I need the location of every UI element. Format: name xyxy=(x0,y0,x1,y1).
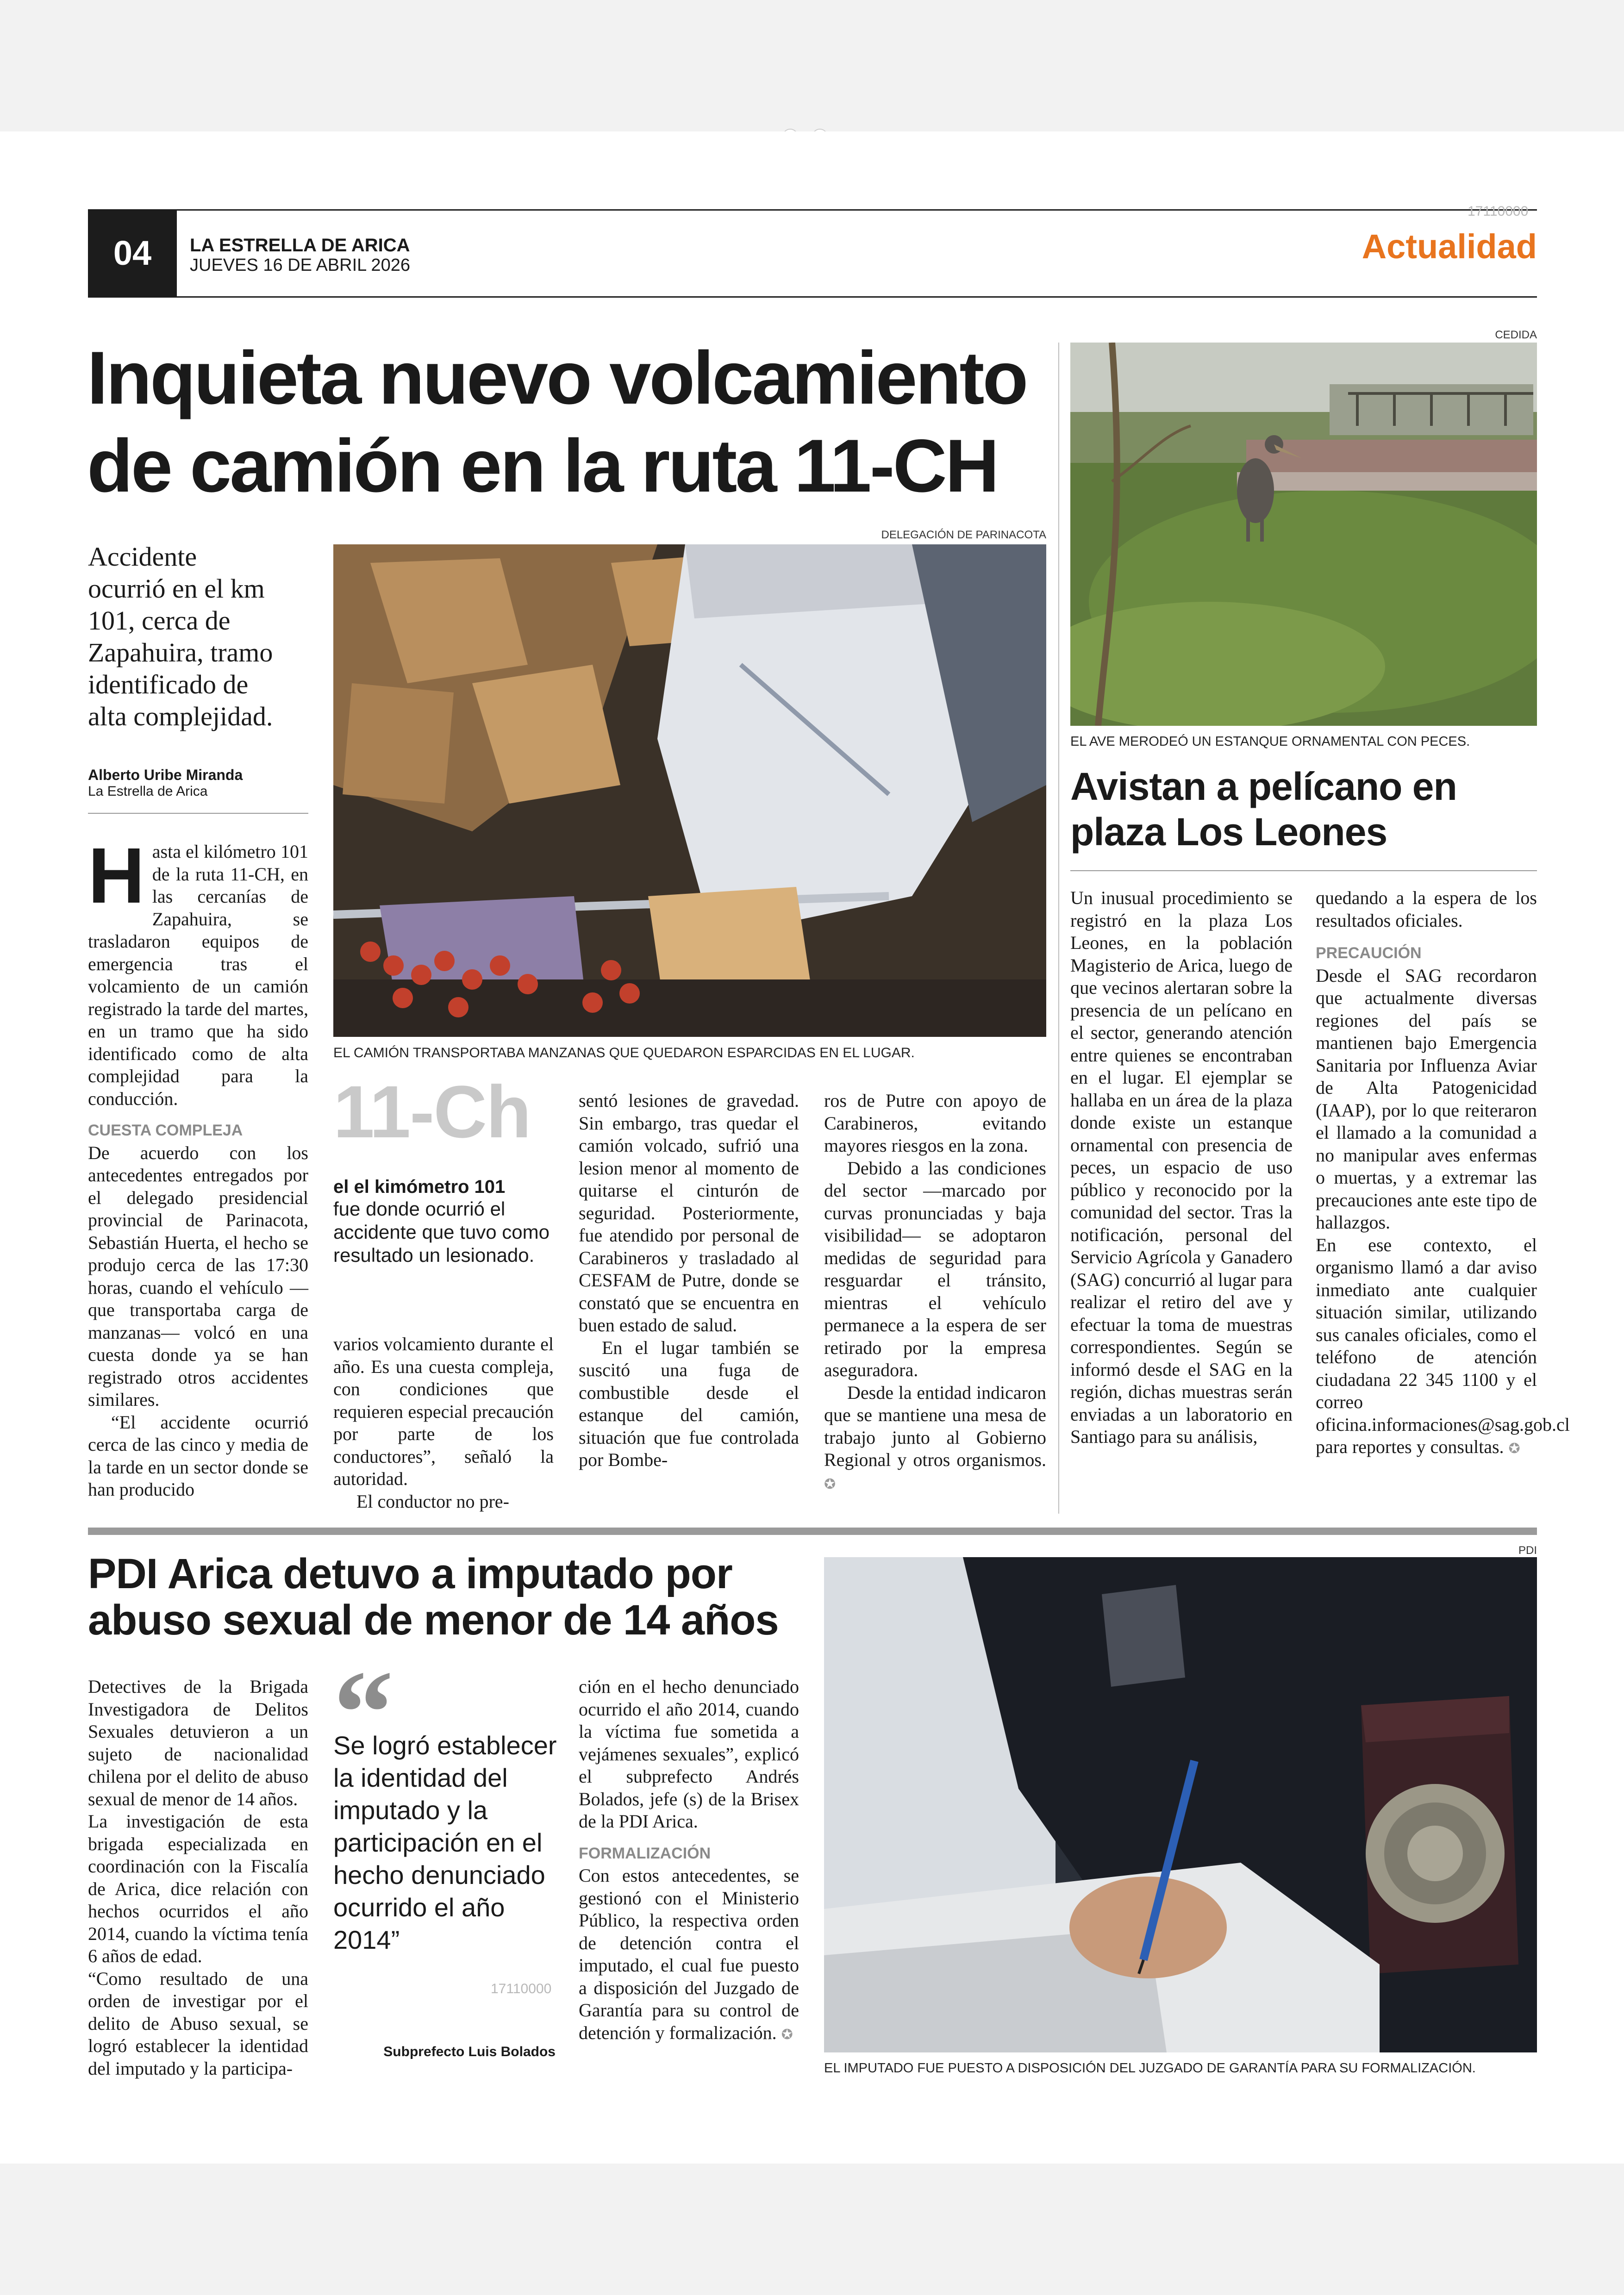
deck-line: alta complejidad. xyxy=(88,701,273,731)
pelican-col-2 xyxy=(1316,887,1570,1460)
main-col4-p3: Desde la entidad indicaron que se mantiene una mesa de trabajo junto al Gobierno Regional y otros organismos. xyxy=(824,1382,1046,1470)
pdi-quote: Se logró establecer la identidad del imputado y la participación en el hecho denunciado ocurrido el año 2014” xyxy=(333,1731,557,1954)
subhead-cuesta-compleja: CUESTA COMPLEJA xyxy=(88,1122,243,1139)
pdi-code: 17110000 xyxy=(491,1981,552,1996)
pelican-photo-credit: CEDIDA xyxy=(1495,329,1537,341)
byline-divider xyxy=(88,813,308,814)
pdi-quote-author: Subprefecto Luis Bolados xyxy=(383,2044,556,2059)
main-deck xyxy=(88,541,319,732)
page-number: 04 xyxy=(88,209,177,297)
main-photo-credit: DELEGACIÓN DE PARINACOTA xyxy=(881,529,1046,541)
pelican-headline xyxy=(1070,764,1537,854)
truck-photo xyxy=(333,544,1046,1037)
stat-box xyxy=(333,1177,556,1267)
pdi-headline xyxy=(88,1551,810,1643)
pdi-col-3 xyxy=(579,1676,799,2046)
pdi-col1-p3: “Como resultado de una orden de investigar por el delito de Abuso sexual, se logró establecer la identidad del imputado y la participa- xyxy=(88,1968,308,2079)
main-col1-p2: De acuerdo con los antecedentes entregados por el delegado presidencial provincial de Parinacota, Sebastián Huerta, el hecho se produjo cerca de las 17:30 horas, cuando el vehículo —que transportaba carga de manzanas— volcó en una cuesta donde ya se han registrado otros accidentes similares. xyxy=(88,1142,308,1410)
byline xyxy=(88,767,308,799)
deck-line: Zapahuira, tramo xyxy=(88,637,273,667)
byline-org: La Estrella de Arica xyxy=(88,784,208,799)
pdi-headline-line2: abuso sexual de menor de 14 años xyxy=(88,1597,779,1644)
pdi-headline-line1: PDI Arica detuvo a imputado por xyxy=(88,1550,732,1597)
pelican-col-1 xyxy=(1070,887,1293,1448)
page-code: 17110000 xyxy=(1468,204,1529,219)
pdi-col3-p1: ción en el hecho denunciado ocurrido el año 2014, cuando la víctima fue sometida a vejámenes sexuales”, explicó el subprefecto Andrés Bolados, jefe (s) de la Brisex de la PDI Arica. xyxy=(579,1676,799,1832)
dropcap: H xyxy=(88,832,145,920)
stat-number: 11-Ch xyxy=(333,1070,531,1153)
pelican-col2-p2: Desde el SAG recordaron que actualmente diversas regiones del país se mantienen bajo Emergencia Sanitaria por Influenza Aviar de Alta Patogenicidad (IAAP), por lo que reiteraron el llamado a la comunidad a no manipular aves enfermas o muertas, y a extremar las precauciones ante este tipo de hallazgos. xyxy=(1316,965,1537,1233)
end-mark-icon: ✪ xyxy=(824,1476,836,1492)
pelican-col1: Un inusual procedimiento se registró en la plaza Los Leones, en la población Magisterio de Arica, luego de que vecinos alertaran sobre la presencia de un pelícano en el sector, generando atención entre quienes se encontraban en el lugar. El ejemplar se hallaba en un área de la plaza donde existe un estanque ornamental con presencia de peces, un espacio de uso público y reconocido por la comunidad del sector. Tras la notificación, personal del Servicio Agrícola y Ganadero (SAG) concurrió al lugar para realizar el retiro del ave y efectuar la toma de muestras correspondientes. Según se informó desde el SAG en la región, dichas muestras serán enviadas a un laboratorio en Santiago para su análisis, xyxy=(1070,887,1293,1447)
byline-name: Alberto Uribe Miranda xyxy=(88,767,243,783)
deck-line: ocurrió en el km xyxy=(88,574,265,604)
paper-name: LA ESTRELLA DE ARICA xyxy=(190,235,410,256)
header-rule-top xyxy=(88,209,1537,211)
pdi-col-1 xyxy=(88,1676,308,2080)
pelican-col2-p1: quedando a la espera de los resultados oficiales. xyxy=(1316,887,1537,931)
main-col3-p1: sentó lesiones de gravedad. Sin embargo, tras quedar el camión volcado, sufrió una lesion menor al momento de quitarse el cinturón de seguridad. Posteriormente, fue atendido por personal de Carabineros y trasladado al CESFAM de Putre, donde se constató que se encuentra en buen estado de salud. xyxy=(579,1090,799,1335)
end-mark-icon: ✪ xyxy=(1508,1441,1520,1457)
pdi-photo-credit: PDI xyxy=(1518,1544,1537,1557)
quote-mark: “ xyxy=(333,1646,394,1779)
deck-line: 101, cerca de xyxy=(88,605,231,636)
main-headline-line1: Inquieta nuevo volcamiento xyxy=(87,336,1027,420)
pelican-col2-p3: En ese contexto, el organismo llamó a dar aviso inmediato ante cualquier situación similar, utilizando sus canales oficiales, como el teléfono de atención ciudadana 22 345 1100 y el correo oficina.informaciones@sag.gob.cl para reportes y consultas. xyxy=(1316,1234,1570,1457)
paper-date: JUEVES 16 DE ABRIL 2026 xyxy=(190,256,410,275)
main-photo-caption: EL CAMIÓN TRANSPORTABA MANZANAS QUE QUEDARON ESPARCIDAS EN EL LUGAR. xyxy=(333,1045,915,1060)
section-title: Actualidad xyxy=(1362,227,1537,266)
pdi-col3-p2: Con estos antecedentes, se gestionó con el Ministerio Público, la respectiva orden de detención contra el imputado, el cual fue puesto a disposición del Juzgado de Garantía para su control de detención y formalización. xyxy=(579,1865,799,2043)
pelican-photo-caption: EL AVE MERODEÓ UN ESTANQUE ORNAMENTAL CON PECES. xyxy=(1070,734,1470,749)
main-headline-line2: de camión en la ruta 11-CH xyxy=(87,424,998,508)
stat-text: fue donde ocurrió el accidente que tuvo como resultado un lesionado. xyxy=(333,1198,550,1266)
main-col-2 xyxy=(333,1333,554,1513)
main-col4-p1: ros de Putre con apoyo de Carabineros, evitando mayores riesgos en la zona. xyxy=(824,1090,1046,1156)
article-separator xyxy=(88,1528,1537,1535)
pdi-col1-p1: Detectives de la Brigada Investigadora de Delitos Sexuales detuvieron a un sujeto de nacionalidad chilena por el delito de abuso sexual de menor de 14 años. xyxy=(88,1676,308,1809)
pelican-photo xyxy=(1070,343,1537,726)
column-separator xyxy=(1058,343,1059,1514)
pelican-headline-line1: Avistan a pelícano en xyxy=(1070,765,1457,808)
deck-line: identificado de xyxy=(88,669,249,699)
main-col2-p1: varios volcamiento durante el año. Es una cuesta compleja, con condiciones que requieren especial precaución por parte de los conductores”, señaló la autoridad. xyxy=(333,1334,554,1489)
pdi-col1-p2: La investigación de esta brigada especializada en coordinación con la Fiscalía de Arica, dice relación con hechos ocurridos el año 2014, cuando la víctima tenía 6 años de edad. xyxy=(88,1811,308,1966)
main-col-4 xyxy=(824,1090,1046,1496)
pdi-photo-caption: EL IMPUTADO FUE PUESTO A DISPOSICIÓN DEL JUZGADO DE GARANTÍA PARA SU FORMALIZACIÓN. xyxy=(824,2061,1476,2076)
deck-line: Accidente xyxy=(88,542,197,572)
pelican-divider xyxy=(1070,870,1537,871)
main-col-3 xyxy=(579,1090,799,1472)
header-rule-bottom xyxy=(88,296,1537,298)
end-mark-icon: ✪ xyxy=(781,2026,793,2043)
main-col1-intro: asta el kilómetro 101 de la ruta 11-CH, en las cercanías de Zapahuira, se trasladaron equipos de emergencia tras el volcamiento de un camión registrado la tarde del martes, en un tramo que ha sido identificado como de alta complejidad para la conducción. xyxy=(88,841,308,1109)
subhead-precaucion: PRECAUCIÓN xyxy=(1316,944,1422,962)
pdi-photo xyxy=(824,1557,1537,2052)
pelican-headline-line2: plaza Los Leones xyxy=(1070,810,1387,854)
main-col-1 xyxy=(88,832,308,1501)
stat-label: el el kimómetro 101 xyxy=(333,1177,506,1197)
main-col1-p3: “El accidente ocurrió cerca de las cinco y media de la tarde en un sector donde se han producido xyxy=(88,1411,308,1500)
main-col4-p2: Debido a las condiciones del sector —marcado por curvas pronunciadas y baja visibilidad— se adoptaron medidas de seguridad para resguardar el tránsito, mientras el vehículo permanece a la espera de ser retirado por la empresa aseguradora. xyxy=(824,1157,1046,1380)
main-headline xyxy=(87,334,1068,510)
subhead-formalizacion: FORMALIZACIÓN xyxy=(579,1844,711,1862)
main-col2-p2: El conductor no pre- xyxy=(356,1491,509,1512)
main-col3-p2: En el lugar también se suscitó una fuga de combustible desde el estanque del camión, situación que fue controlada por Bombe- xyxy=(579,1337,799,1470)
